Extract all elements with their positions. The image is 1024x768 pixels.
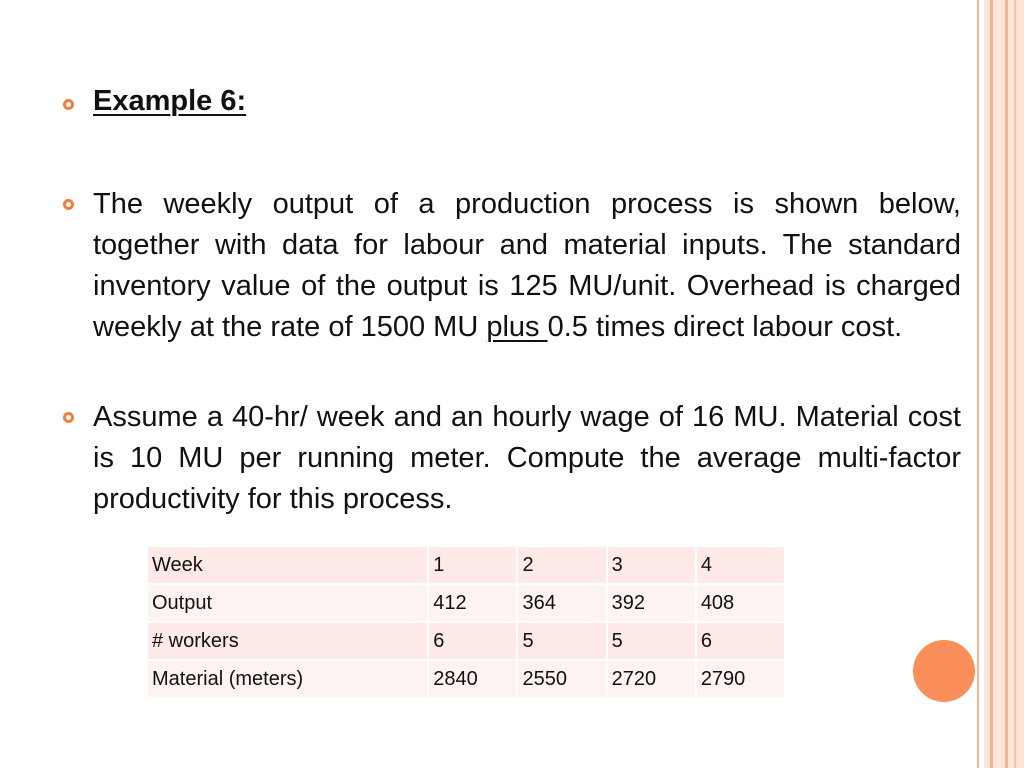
row-label: Week <box>147 546 428 584</box>
table-cell: 6 <box>696 622 785 660</box>
decorative-circle <box>913 640 975 702</box>
decorative-stripe <box>1014 0 1016 768</box>
bullet-icon <box>63 99 74 110</box>
row-label: # workers <box>147 622 428 660</box>
table-cell: 392 <box>607 584 696 622</box>
table-cell: 5 <box>607 622 696 660</box>
table-cell: 2 <box>517 546 606 584</box>
table-row <box>147 546 785 584</box>
decorative-stripe <box>1005 0 1008 768</box>
slide-heading: Example 6: <box>93 85 247 117</box>
table-cell: 2790 <box>696 660 785 698</box>
table-row <box>147 584 785 622</box>
table-row <box>147 660 785 698</box>
table-row <box>147 622 785 660</box>
table-cell: 364 <box>517 584 606 622</box>
row-label: Material (meters) <box>147 660 428 698</box>
table-cell: 5 <box>517 622 606 660</box>
decorative-stripe <box>977 0 979 768</box>
table-cell: 412 <box>428 584 517 622</box>
paragraph-problem-statement <box>93 184 961 348</box>
table-cell: 3 <box>607 546 696 584</box>
table-cell: 1 <box>428 546 517 584</box>
data-table <box>146 545 786 699</box>
decorative-stripe <box>990 0 993 768</box>
row-label: Output <box>147 584 428 622</box>
paragraph-text: 0.5 times direct labour cost. <box>547 311 903 343</box>
table-cell: 2840 <box>428 660 517 698</box>
bullet-icon <box>63 412 74 423</box>
table-cell: 4 <box>696 546 785 584</box>
table-cell: 2550 <box>517 660 606 698</box>
table-cell: 2720 <box>607 660 696 698</box>
underlined-word: plus <box>486 311 548 343</box>
table-cell: 408 <box>696 584 785 622</box>
paragraph-assumptions: Assume a 40-hr/ week and an hourly wage of 16 MU. Material cost is 10 MU per running meter. Compute the average multi-factor productivity for this process. <box>93 401 961 515</box>
table-cell: 6 <box>428 622 517 660</box>
paragraph-text: The weekly output of a production process is shown below, together with data for labour and material inputs. The standard inventory value of the output is 125 MU/unit. Overhead is charged weekly at the rate of 1500 MU <box>93 188 961 343</box>
bullet-icon <box>63 199 74 210</box>
